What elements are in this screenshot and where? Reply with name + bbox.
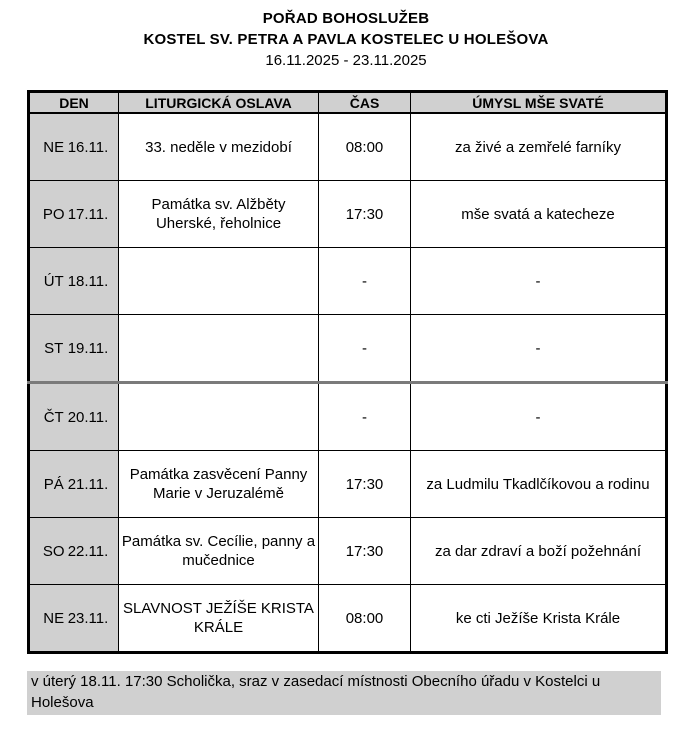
schedule-table <box>27 90 668 654</box>
day-date: 18.11. <box>67 272 109 290</box>
feast-cell <box>119 383 319 451</box>
footer-note: v úterý 18.11. 17:30 Scholička, sraz v zasedací místnosti Obecního úřadu v Kostelci u Holešova <box>27 671 661 715</box>
intention-cell: za dar zdraví a boží požehnání <box>411 518 667 585</box>
date-range: 16.11.2025 - 23.11.2025 <box>265 52 427 69</box>
intention-cell: - <box>411 315 667 383</box>
day-date: 16.11. <box>67 138 109 156</box>
table-row-sunday-16 <box>29 113 667 181</box>
day-date: 22.11. <box>67 542 109 560</box>
time-cell: 08:00 <box>319 585 411 653</box>
time-cell: 17:30 <box>319 451 411 518</box>
day-abbr: PO <box>42 205 65 223</box>
day-abbr: SO <box>42 542 65 560</box>
table-row-monday-17 <box>29 181 667 248</box>
day-date: 23.11. <box>67 609 109 627</box>
table-row-thursday-20 <box>29 383 667 451</box>
table-row-friday-21 <box>29 451 667 518</box>
intention-cell: - <box>411 383 667 451</box>
day-cell <box>29 315 119 383</box>
feast-cell <box>119 248 319 315</box>
day-cell <box>29 451 119 518</box>
time-cell: - <box>319 248 411 315</box>
feast-cell: Památka sv. Alžběty Uherské, řeholnice <box>119 181 319 248</box>
document-subtitle: KOSTEL SV. PETRA A PAVLA KOSTELEC U HOLEŠOVA <box>143 31 549 48</box>
day-abbr: ÚT <box>43 272 64 290</box>
title-block <box>27 8 665 71</box>
intention-cell: - <box>411 248 667 315</box>
day-cell <box>29 113 119 181</box>
day-cell <box>29 518 119 585</box>
day-abbr: NE <box>43 609 65 627</box>
day-date: 21.11. <box>67 475 109 493</box>
table-row-tuesday-18 <box>29 248 667 315</box>
time-cell: - <box>319 383 411 451</box>
day-cell <box>29 248 119 315</box>
day-abbr: NE <box>43 138 65 156</box>
feast-cell <box>119 315 319 383</box>
column-header-day: DEN <box>29 92 119 114</box>
feast-cell: 33. neděle v mezidobí <box>119 113 319 181</box>
column-header-time: ČAS <box>319 92 411 114</box>
day-cell <box>29 585 119 653</box>
column-header-intention: ÚMYSL MŠE SVATÉ <box>411 92 667 114</box>
intention-cell: ke cti Ježíše Krista Krále <box>411 585 667 653</box>
table-header-row <box>29 92 667 114</box>
intention-cell: mše svatá a katecheze <box>411 181 667 248</box>
table-row-saturday-22 <box>29 518 667 585</box>
day-abbr: ST <box>44 339 64 357</box>
feast-cell: SLAVNOST JEŽÍŠE KRISTA KRÁLE <box>119 585 319 653</box>
feast-cell: Památka zasvěcení Panny Marie v Jeruzalémě <box>119 451 319 518</box>
time-cell: 17:30 <box>319 181 411 248</box>
day-abbr: ČT <box>43 408 64 426</box>
time-cell: 08:00 <box>319 113 411 181</box>
time-cell: - <box>319 315 411 383</box>
day-cell <box>29 181 119 248</box>
intention-cell: za živé a zemřelé farníky <box>411 113 667 181</box>
table-row-wednesday-19 <box>29 315 667 383</box>
column-header-feast: LITURGICKÁ OSLAVA <box>119 92 319 114</box>
day-date: 19.11. <box>67 339 109 357</box>
time-cell: 17:30 <box>319 518 411 585</box>
day-date: 17.11. <box>67 205 109 223</box>
intention-cell: za Ludmilu Tkadlčíkovou a rodinu <box>411 451 667 518</box>
day-cell <box>29 383 119 451</box>
day-abbr: PÁ <box>43 475 64 493</box>
day-date: 20.11. <box>67 408 109 426</box>
document-title: POŘAD BOHOSLUŽEB <box>262 10 430 27</box>
table-row-sunday-23 <box>29 585 667 653</box>
feast-cell: Památka sv. Cecílie, panny a mučednice <box>119 518 319 585</box>
